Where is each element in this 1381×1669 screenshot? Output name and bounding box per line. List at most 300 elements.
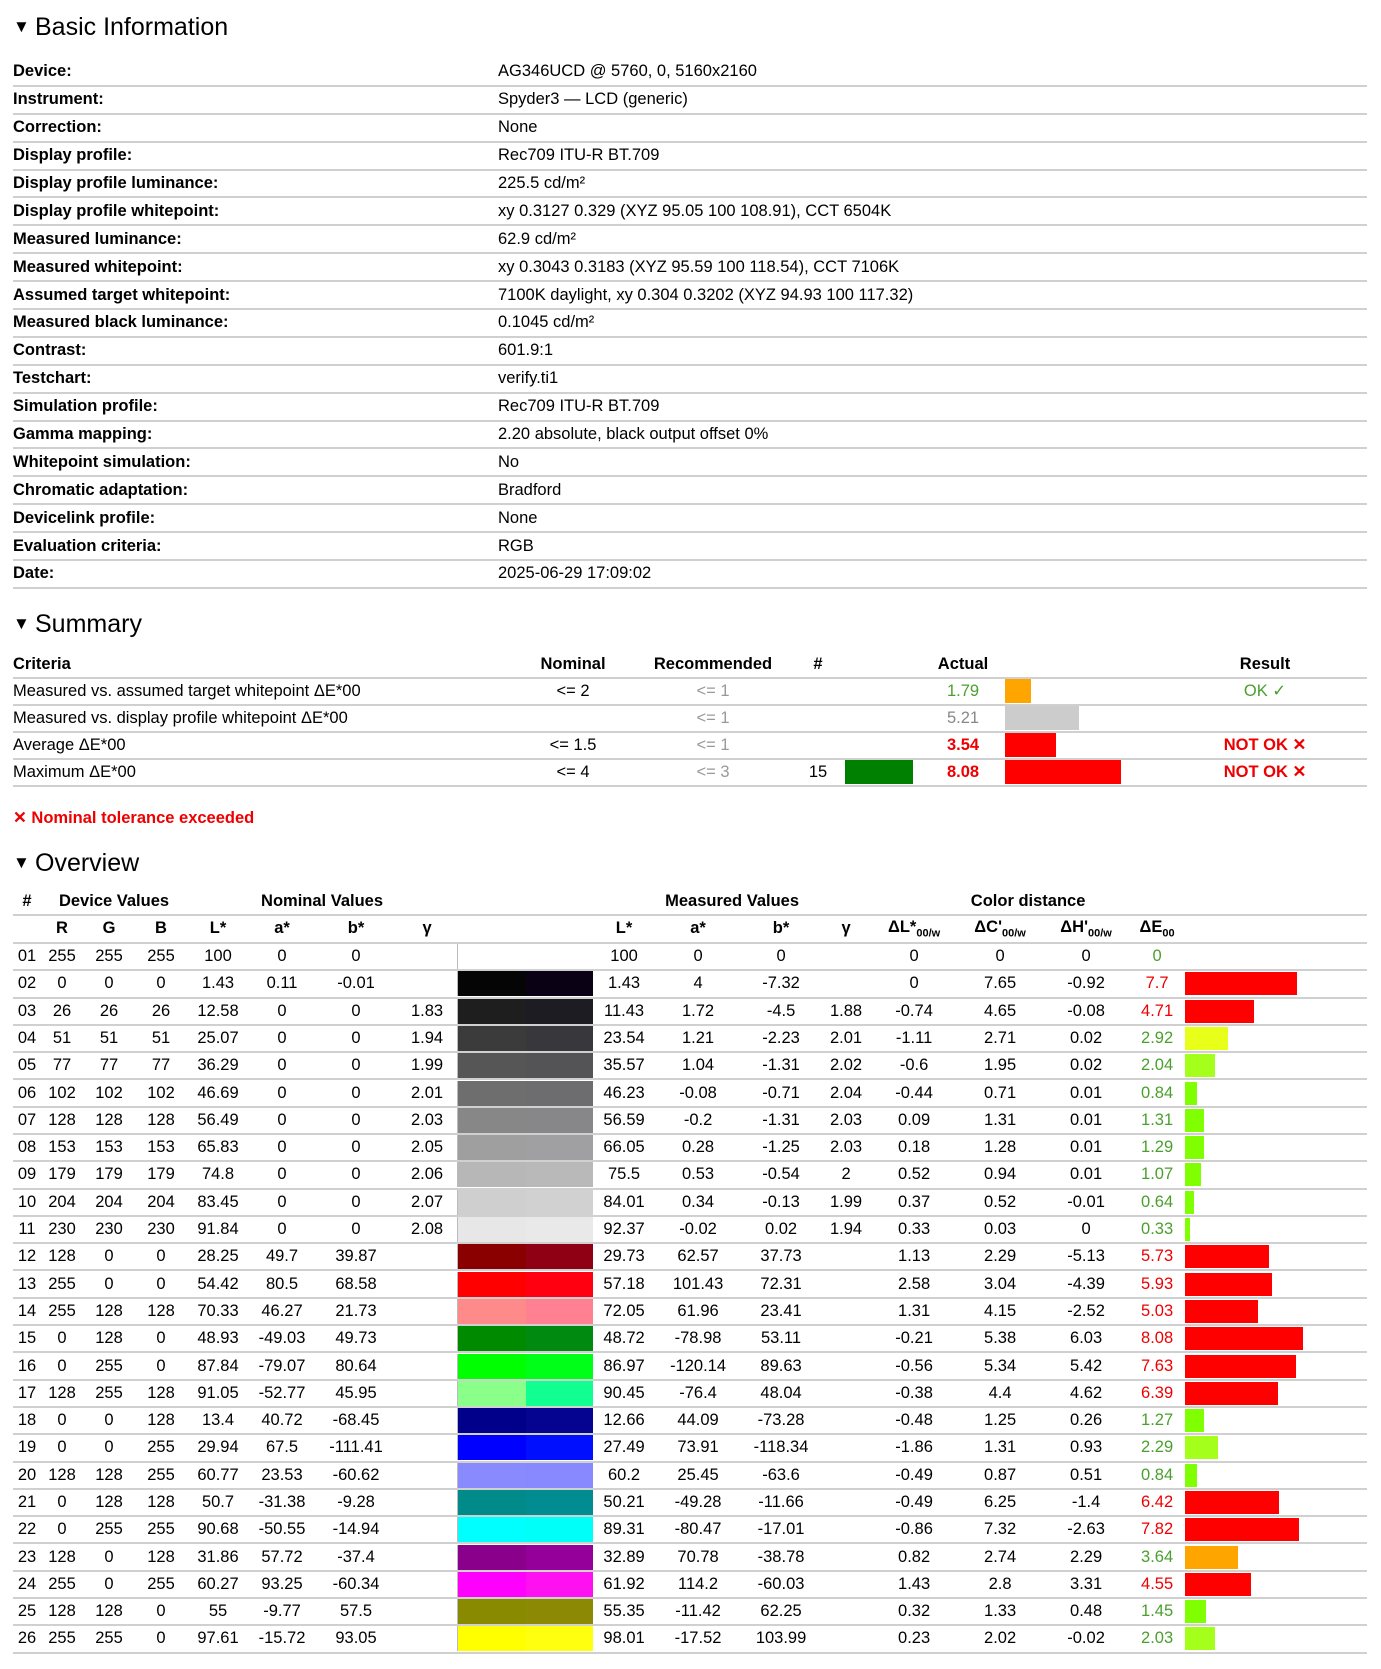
cell-nom-b: -9.28 [315, 1489, 397, 1516]
cell-nom-gamma: 2.07 [397, 1189, 457, 1216]
de-bar [1185, 1054, 1215, 1077]
cell-g: 128 [83, 1298, 135, 1325]
nominal-swatch [458, 999, 526, 1024]
cell-dc: 1.28 [957, 1134, 1043, 1161]
cell-nom-l: 48.93 [187, 1325, 249, 1352]
cell-meas-b: 103.99 [741, 1625, 821, 1652]
cell-nom-gamma [397, 1516, 457, 1543]
overview-row [13, 1571, 1367, 1598]
info-label: Display profile: [13, 142, 498, 170]
cell-meas-l: 66.05 [593, 1134, 655, 1161]
cell-meas-b: -60.03 [741, 1571, 821, 1598]
cell-meas-b: -73.28 [741, 1407, 821, 1434]
cell-de: 3.64 [1129, 1543, 1185, 1570]
cell-nom-b: 49.73 [315, 1325, 397, 1352]
cell-meas-b: -63.6 [741, 1462, 821, 1489]
summary-num-bar-cell [843, 705, 923, 732]
de-bar [1185, 1027, 1228, 1050]
cell-de-bar [1185, 1025, 1367, 1052]
cell-de-bar [1185, 1516, 1367, 1543]
de-bar [1185, 1627, 1215, 1650]
cell-dl: 0.32 [871, 1598, 957, 1625]
cell-dc: 6.25 [957, 1489, 1043, 1516]
cell-meas-b: 72.31 [741, 1270, 821, 1297]
ov-group-distance: Color distance [871, 890, 1185, 915]
cell-nom-gamma: 1.83 [397, 998, 457, 1025]
cell-de-bar [1185, 1625, 1367, 1652]
overview-row [13, 1625, 1367, 1652]
cell-nom-b: 0 [315, 1216, 397, 1243]
summary-actual-bar [1005, 679, 1031, 703]
cell-meas-a: 1.72 [655, 998, 741, 1025]
cell-dh: 0.26 [1043, 1407, 1129, 1434]
de-bar [1185, 972, 1297, 995]
cell-de-bar [1185, 1243, 1367, 1270]
cell-nom-l: 83.45 [187, 1189, 249, 1216]
cell-nom-l: 60.27 [187, 1571, 249, 1598]
cell-nom-l: 13.4 [187, 1407, 249, 1434]
color-swatch [457, 1434, 593, 1461]
cell-g: 179 [83, 1161, 135, 1188]
color-swatch [457, 998, 593, 1025]
cell-meas-a: 0.53 [655, 1161, 741, 1188]
cell-nom-b: -0.01 [315, 970, 397, 997]
cell-de-bar [1185, 1134, 1367, 1161]
cell-g: 255 [83, 1625, 135, 1652]
collapse-triangle-icon[interactable]: ▼ [13, 852, 30, 872]
cell-meas-b: 23.41 [741, 1298, 821, 1325]
de-bar [1185, 1382, 1278, 1405]
de-bar [1185, 1355, 1296, 1378]
cell-de: 1.31 [1129, 1107, 1185, 1134]
cell-de: 7.7 [1129, 970, 1185, 997]
cell-r: 77 [41, 1052, 83, 1079]
summary-num [793, 732, 843, 759]
cell-nom-gamma [397, 1625, 457, 1652]
cell-de: 2.92 [1129, 1025, 1185, 1052]
info-label: Measured black luminance: [13, 309, 498, 337]
info-row [13, 476, 1367, 504]
cell-de-bar [1185, 1161, 1367, 1188]
measured-swatch [526, 1408, 594, 1433]
cell-nom-gamma [397, 943, 457, 970]
cell-nom-l: 91.84 [187, 1216, 249, 1243]
cell-nom-l: 100 [187, 943, 249, 970]
cell-b: 0 [135, 1625, 187, 1652]
color-swatch [457, 1134, 593, 1161]
cell-meas-gamma: 1.94 [821, 1216, 871, 1243]
cell-de-bar [1185, 1298, 1367, 1325]
cell-g: 0 [83, 1543, 135, 1570]
info-value: None [498, 114, 1367, 142]
de-bar [1185, 1082, 1197, 1105]
summary-actual-bar-cell [1003, 732, 1163, 759]
collapse-triangle-icon[interactable]: ▼ [13, 613, 30, 633]
cell-meas-b: -4.5 [741, 998, 821, 1025]
nominal-swatch [458, 1490, 526, 1515]
cell-dc: 1.95 [957, 1052, 1043, 1079]
ov-col-nom-a: a* [249, 915, 315, 943]
cell-nom-l: 28.25 [187, 1243, 249, 1270]
cell-meas-gamma [821, 1380, 871, 1407]
cell-de-bar [1185, 1380, 1367, 1407]
cell-meas-a: 0.28 [655, 1134, 741, 1161]
cell-dh: 0.01 [1043, 1107, 1129, 1134]
info-label: Date: [13, 560, 498, 588]
cell-dh: -0.01 [1043, 1189, 1129, 1216]
color-swatch [457, 1489, 593, 1516]
tolerance-note: ✕ Nominal tolerance exceeded [13, 808, 255, 827]
cell-nom-a: -15.72 [249, 1625, 315, 1652]
cell-num: 26 [13, 1625, 41, 1652]
cell-dh: 5.42 [1043, 1352, 1129, 1379]
basic-information-title: Basic Information [35, 13, 229, 41]
cell-de-bar [1185, 1107, 1367, 1134]
summary-actual: 5.21 [923, 705, 1003, 732]
cell-b: 255 [135, 1516, 187, 1543]
cell-g: 102 [83, 1079, 135, 1106]
cell-num: 13 [13, 1270, 41, 1297]
overview-row [13, 1598, 1367, 1625]
cell-nom-gamma: 1.99 [397, 1052, 457, 1079]
cell-b: 255 [135, 1434, 187, 1461]
cell-meas-b: 0 [741, 943, 821, 970]
cell-dc: 2.74 [957, 1543, 1043, 1570]
measured-swatch [526, 1135, 594, 1160]
overview-row [13, 1107, 1367, 1134]
cell-de: 1.29 [1129, 1134, 1185, 1161]
cell-dh: -2.63 [1043, 1516, 1129, 1543]
cell-meas-b: 0.02 [741, 1216, 821, 1243]
cell-r: 128 [41, 1598, 83, 1625]
measured-swatch [526, 1490, 594, 1515]
cell-dl: -0.49 [871, 1462, 957, 1489]
cell-g: 255 [83, 943, 135, 970]
cell-b: 0 [135, 1270, 187, 1297]
cell-meas-a: 62.57 [655, 1243, 741, 1270]
de-bar [1185, 1273, 1272, 1296]
cell-dl: -0.56 [871, 1352, 957, 1379]
cell-meas-a: 73.91 [655, 1434, 741, 1461]
color-swatch [457, 1325, 593, 1352]
cell-dc: 7.65 [957, 970, 1043, 997]
cell-g: 0 [83, 1434, 135, 1461]
cell-de-bar [1185, 1434, 1367, 1461]
overview-row [13, 1407, 1367, 1434]
cell-meas-gamma: 2.02 [821, 1052, 871, 1079]
cell-nom-gamma [397, 1325, 457, 1352]
nominal-swatch [458, 1517, 526, 1542]
info-label: Devicelink profile: [13, 504, 498, 532]
cell-nom-gamma: 1.94 [397, 1025, 457, 1052]
info-row [13, 225, 1367, 253]
cell-b: 230 [135, 1216, 187, 1243]
cell-de: 8.08 [1129, 1325, 1185, 1352]
cell-meas-l: 55.35 [593, 1598, 655, 1625]
overview-heading[interactable] [13, 848, 1368, 878]
nominal-swatch [458, 1545, 526, 1570]
info-value: verify.ti1 [498, 365, 1367, 393]
cell-nom-gamma: 2.06 [397, 1161, 457, 1188]
de-bar [1185, 1109, 1204, 1132]
info-value: 0.1045 cd/m² [498, 309, 1367, 337]
cell-b: 255 [135, 1571, 187, 1598]
ov-col-dc: $\Delta C'_{00/w}$ [957, 915, 1043, 943]
cell-dl: 1.31 [871, 1298, 957, 1325]
overview-row [13, 1079, 1367, 1106]
cell-b: 204 [135, 1189, 187, 1216]
col-recommended: Recommended [633, 653, 793, 678]
cell-dl: 0.52 [871, 1161, 957, 1188]
nominal-swatch [458, 1572, 526, 1597]
cell-meas-a: -78.98 [655, 1325, 741, 1352]
cell-dh: 0.51 [1043, 1462, 1129, 1489]
cell-r: 255 [41, 1571, 83, 1598]
cell-nom-b: 0 [315, 1052, 397, 1079]
cell-dc: 1.31 [957, 1107, 1043, 1134]
cell-nom-l: 74.8 [187, 1161, 249, 1188]
color-swatch [457, 1189, 593, 1216]
ov-col-r: R [41, 915, 83, 943]
nominal-swatch [458, 1217, 526, 1242]
nominal-swatch [458, 1162, 526, 1187]
cell-r: 179 [41, 1161, 83, 1188]
cell-nom-gamma [397, 1434, 457, 1461]
cell-g: 0 [83, 1407, 135, 1434]
summary-recommended: <= 1 [633, 732, 793, 759]
cell-de-bar [1185, 1352, 1367, 1379]
cell-meas-l: 12.66 [593, 1407, 655, 1434]
cell-nom-a: 93.25 [249, 1571, 315, 1598]
cell-num: 12 [13, 1243, 41, 1270]
overview-row [13, 1325, 1367, 1352]
cell-dl: -0.86 [871, 1516, 957, 1543]
nominal-swatch [458, 1135, 526, 1160]
cell-meas-gamma [821, 1325, 871, 1352]
color-swatch [457, 1216, 593, 1243]
summary-criteria: Measured vs. assumed target whitepoint ΔE*00 [13, 678, 513, 705]
cell-g: 0 [83, 1571, 135, 1598]
cell-nom-l: 46.69 [187, 1079, 249, 1106]
de-bar [1185, 1000, 1254, 1023]
info-value: RGB [498, 532, 1367, 560]
cell-num: 17 [13, 1380, 41, 1407]
cell-de-bar [1185, 943, 1367, 970]
cell-nom-l: 65.83 [187, 1134, 249, 1161]
summary-result [1163, 705, 1367, 732]
cell-nom-gamma [397, 970, 457, 997]
cell-nom-b: -37.4 [315, 1543, 397, 1570]
color-swatch [457, 1516, 593, 1543]
cell-g: 204 [83, 1189, 135, 1216]
cell-nom-gamma: 2.05 [397, 1134, 457, 1161]
cell-meas-l: 57.18 [593, 1270, 655, 1297]
cell-nom-a: 0.11 [249, 970, 315, 997]
cell-g: 51 [83, 1025, 135, 1052]
cell-meas-a: 1.04 [655, 1052, 741, 1079]
cell-de-bar [1185, 1407, 1367, 1434]
nominal-swatch [458, 1381, 526, 1406]
cell-nom-l: 12.58 [187, 998, 249, 1025]
cell-meas-a: -76.4 [655, 1380, 741, 1407]
measured-swatch [526, 1108, 594, 1133]
cell-dh: -0.08 [1043, 998, 1129, 1025]
cell-dc: 5.38 [957, 1325, 1043, 1352]
info-value: 2.20 absolute, black output offset 0% [498, 421, 1367, 449]
cell-meas-b: 37.73 [741, 1243, 821, 1270]
summary-heading[interactable] [13, 609, 1368, 639]
cell-nom-gamma [397, 1270, 457, 1297]
basic-information-section [13, 0, 1368, 589]
cell-g: 128 [83, 1462, 135, 1489]
cell-de: 7.63 [1129, 1352, 1185, 1379]
de-bar [1185, 1436, 1218, 1459]
cell-de: 5.93 [1129, 1270, 1185, 1297]
cell-de-bar [1185, 1079, 1367, 1106]
basic-information-heading[interactable] [13, 0, 1368, 42]
measured-swatch [526, 1381, 594, 1406]
cell-meas-gamma [821, 943, 871, 970]
summary-row [13, 759, 1367, 786]
summary-actual: 3.54 [923, 732, 1003, 759]
de-bar [1185, 1518, 1299, 1541]
de-bar [1185, 1191, 1194, 1214]
cell-meas-gamma [821, 1516, 871, 1543]
cell-meas-gamma [821, 1462, 871, 1489]
cell-nom-b: 80.64 [315, 1352, 397, 1379]
cell-nom-gamma [397, 1243, 457, 1270]
info-value: AG346UCD @ 5760, 0, 5160x2160 [498, 59, 1367, 86]
cell-dc: 0.87 [957, 1462, 1043, 1489]
summary-actual-bar [1005, 733, 1056, 757]
ov-col-dl: $\Delta L*_{00/w}$ [871, 915, 957, 943]
cell-de: 6.42 [1129, 1489, 1185, 1516]
overview-row [13, 1189, 1367, 1216]
cell-meas-a: 25.45 [655, 1462, 741, 1489]
summary-nominal: <= 2 [513, 678, 633, 705]
cell-de-bar [1185, 1216, 1367, 1243]
cell-nom-b: -68.45 [315, 1407, 397, 1434]
cell-nom-b: -14.94 [315, 1516, 397, 1543]
cell-meas-gamma: 2 [821, 1161, 871, 1188]
nominal-swatch [458, 1026, 526, 1051]
overview-row [13, 1516, 1367, 1543]
measured-swatch [526, 1326, 594, 1351]
overview-row [13, 998, 1367, 1025]
ov-col-nom-gamma: γ [397, 915, 457, 943]
cell-meas-gamma: 2.03 [821, 1134, 871, 1161]
color-swatch [457, 1352, 593, 1379]
overview-row [13, 1134, 1367, 1161]
cell-r: 0 [41, 970, 83, 997]
cell-de-bar [1185, 1052, 1367, 1079]
cell-dh: 0.93 [1043, 1434, 1129, 1461]
summary-actual-bar [1005, 706, 1079, 730]
info-row [13, 114, 1367, 142]
info-value: No [498, 448, 1367, 476]
summary-actual: 8.08 [923, 759, 1003, 786]
cell-dh: 0.01 [1043, 1134, 1129, 1161]
cell-dc: 2.02 [957, 1625, 1043, 1652]
cell-meas-l: 90.45 [593, 1380, 655, 1407]
cell-num: 11 [13, 1216, 41, 1243]
cell-nom-l: 29.94 [187, 1434, 249, 1461]
cell-g: 230 [83, 1216, 135, 1243]
nominal-swatch [458, 1053, 526, 1078]
cell-de: 0.33 [1129, 1216, 1185, 1243]
cell-num: 20 [13, 1462, 41, 1489]
cell-dl: 2.58 [871, 1270, 957, 1297]
info-row [13, 448, 1367, 476]
cell-dc: 0.94 [957, 1161, 1043, 1188]
info-label: Contrast: [13, 337, 498, 365]
de-bar [1185, 1163, 1201, 1186]
cell-dc: 4.4 [957, 1380, 1043, 1407]
color-swatch [457, 1243, 593, 1270]
cell-meas-b: 53.11 [741, 1325, 821, 1352]
cell-meas-b: -1.25 [741, 1134, 821, 1161]
cell-nom-a: 0 [249, 998, 315, 1025]
cell-de-bar [1185, 1598, 1367, 1625]
ov-col-b: B [135, 915, 187, 943]
cell-meas-l: 46.23 [593, 1079, 655, 1106]
cell-meas-a: 70.78 [655, 1543, 741, 1570]
cell-meas-a: -17.52 [655, 1625, 741, 1652]
color-swatch [457, 1380, 593, 1407]
collapse-triangle-icon[interactable]: ▼ [13, 17, 30, 36]
cell-nom-b: 39.87 [315, 1243, 397, 1270]
info-value: 2025-06-29 17:09:02 [498, 560, 1367, 588]
cell-r: 128 [41, 1462, 83, 1489]
cell-de: 2.29 [1129, 1434, 1185, 1461]
cell-dc: 0.71 [957, 1079, 1043, 1106]
info-value: 62.9 cd/m² [498, 225, 1367, 253]
cell-meas-b: 89.63 [741, 1352, 821, 1379]
cell-meas-gamma: 2.01 [821, 1025, 871, 1052]
cell-meas-b: -1.31 [741, 1107, 821, 1134]
summary-actual: 1.79 [923, 678, 1003, 705]
col-actual: Actual [923, 653, 1003, 678]
cell-nom-a: 0 [249, 943, 315, 970]
cell-num: 23 [13, 1543, 41, 1570]
cell-b: 128 [135, 1298, 187, 1325]
cell-meas-l: 50.21 [593, 1489, 655, 1516]
col-actual-bar [1003, 653, 1163, 678]
cell-nom-b: 0 [315, 1025, 397, 1052]
cell-nom-a: -79.07 [249, 1352, 315, 1379]
cell-meas-l: 84.01 [593, 1189, 655, 1216]
cell-nom-b: 45.95 [315, 1380, 397, 1407]
cell-meas-gamma [821, 1298, 871, 1325]
cell-nom-a: -31.38 [249, 1489, 315, 1516]
cell-nom-l: 91.05 [187, 1380, 249, 1407]
cell-b: 0 [135, 1243, 187, 1270]
cell-r: 204 [41, 1189, 83, 1216]
info-row [13, 170, 1367, 198]
info-label: Measured whitepoint: [13, 253, 498, 281]
cell-meas-gamma [821, 1352, 871, 1379]
color-swatch [457, 1270, 593, 1297]
cell-dl: -0.49 [871, 1489, 957, 1516]
color-swatch [457, 1598, 593, 1625]
ov-col-dh: $\Delta H'_{00/w}$ [1043, 915, 1129, 943]
cell-meas-a: -0.08 [655, 1079, 741, 1106]
cell-nom-l: 87.84 [187, 1352, 249, 1379]
color-swatch [457, 1462, 593, 1489]
de-bar [1185, 1300, 1258, 1323]
cell-r: 26 [41, 998, 83, 1025]
cell-dl: -0.21 [871, 1325, 957, 1352]
